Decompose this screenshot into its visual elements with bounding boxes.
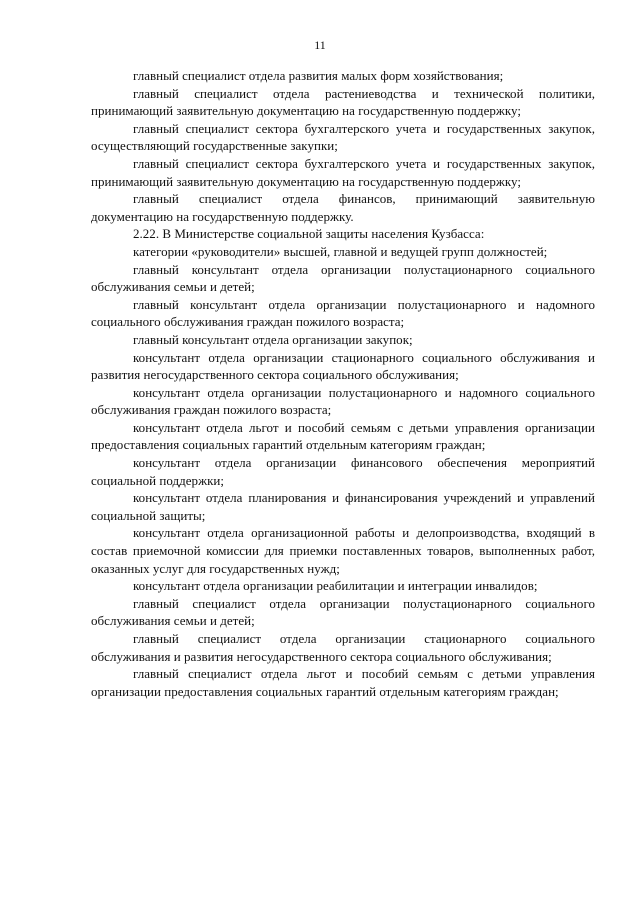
document-body: [91, 67, 595, 700]
paragraph: главный специалист отдела организации полустационарного социального обслуживания семьи и детей;: [91, 595, 595, 629]
paragraph: главный специалист сектора бухгалтерского учета и государственных закупок, принимающий заявительную документацию на государственную поддержку;: [91, 155, 595, 189]
paragraph: главный специалист отдела финансов, принимающий заявительную документацию на государственную поддержку.: [91, 191, 595, 224]
paragraph: главный специалист отдела льгот и пособий семьям с детьми управления организации предоставления социальных гарантий отдельным категориям граждан;: [91, 666, 595, 699]
paragraph: главный консультант отдела организации полустационарного и надомного социального обслуживания граждан пожилого возраста;: [91, 296, 595, 330]
paragraph: консультант отдела планирования и финансирования учреждений и управлений социальной защиты;: [91, 490, 595, 523]
paragraph: главный специалист сектора бухгалтерского учета и государственных закупок, осуществляющий государственные закупки;: [91, 120, 595, 154]
paragraph: консультант отдела организации полустационарного и надомного социального обслуживания граждан пожилого возраста;: [91, 384, 595, 418]
paragraph: главный специалист отдела организации стационарного социального обслуживания и развития негосударственного сектора социального обслуживания;: [91, 631, 595, 664]
paragraph: консультант отдела льгот и пособий семьям с детьми управления организации предоставления социальных гарантий отдельным категориям граждан;: [91, 419, 595, 453]
paragraph: консультант отдела организационной работы и делопроизводства, входящий в состав приемочной комиссии для приемки поставленных товаров, выполненных работ, оказанных услуг для государственных нужд;: [91, 525, 595, 576]
paragraph: консультант отдела организации реабилитации и интеграции инвалидов;: [133, 578, 538, 594]
paragraph: консультант отдела организации стационарного социального обслуживания и развития негосударственного сектора социального обслуживания;: [91, 349, 595, 383]
paragraph: консультант отдела организации финансового обеспечения мероприятий социальной поддержки;: [91, 455, 595, 488]
paragraph: главный консультант отдела организации закупок;: [133, 331, 413, 347]
paragraph: главный специалист отдела развития малых форм хозяйствования;: [133, 68, 504, 83]
section-heading: 2.22. В Министерстве социальной защиты населения Кузбасса:: [133, 226, 485, 242]
paragraph: главный специалист отдела растениеводства и технической политики, принимающий заявительную документацию на государственную поддержку;: [91, 85, 595, 119]
paragraph: главный консультант отдела организации полустационарного социального обслуживания семьи и детей;: [91, 261, 595, 295]
page-number: 11: [314, 38, 326, 52]
paragraph: категории «руководители» высшей, главной и ведущей групп должностей;: [133, 243, 548, 259]
